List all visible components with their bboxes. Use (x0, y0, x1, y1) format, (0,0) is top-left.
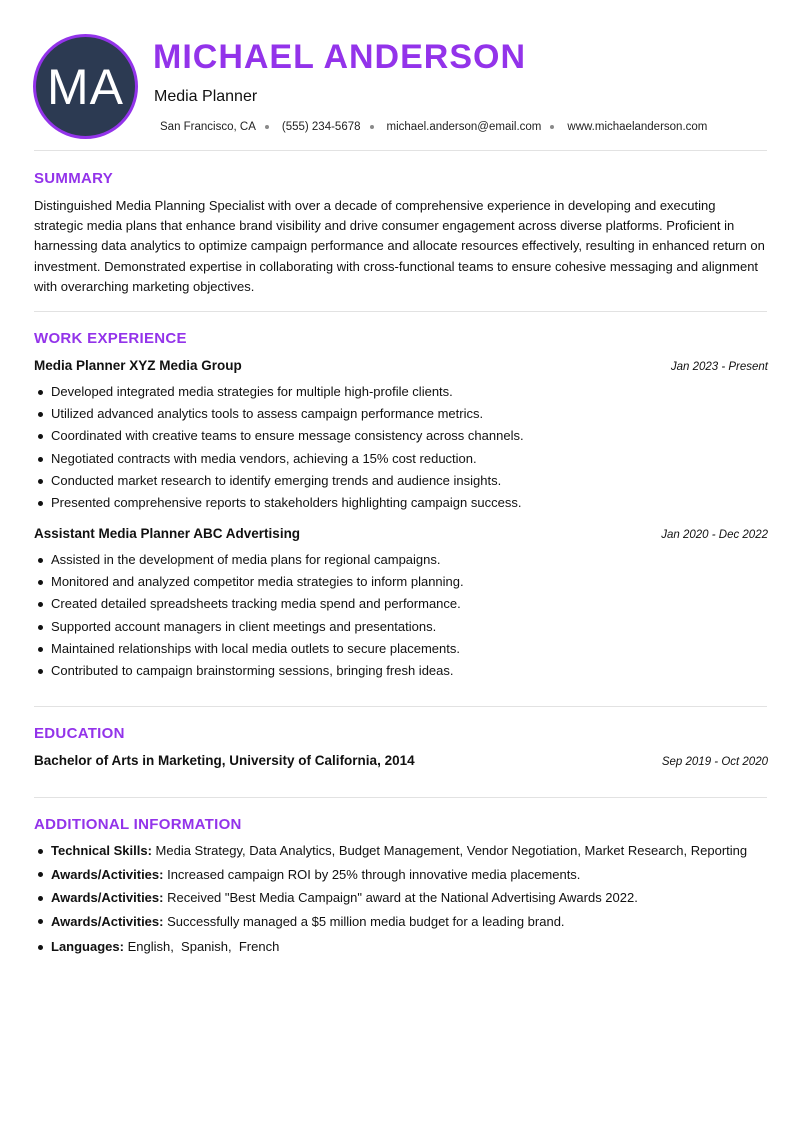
bullet-icon (38, 412, 43, 417)
bullet-icon (38, 434, 43, 439)
bullet-text: Developed integrated media strategies for multiple high-profile clients. (51, 384, 453, 399)
list-item (34, 910, 768, 934)
info-text: Increased campaign ROI by 25% through innovative media placements. (163, 866, 581, 882)
job-dates: Jan 2023 - Present (670, 361, 768, 373)
info-label: Awards/Activities: (51, 866, 164, 882)
job-role: Media Planner XYZ Media Group (34, 358, 242, 373)
bullet-icon (38, 849, 43, 854)
bullet-icon (38, 390, 43, 395)
job-header (34, 526, 768, 541)
separator-dot-icon (550, 125, 554, 129)
section-divider (34, 311, 767, 312)
info-label: Awards/Activities: (51, 890, 164, 905)
list-item (34, 593, 768, 615)
info-text: Media Strategy, Data Analytics, Budget Management, Vendor Negotiation, Market Research, Reporting (151, 843, 748, 858)
contact-location: San Francisco, CA (160, 121, 256, 133)
bullet-text: Created detailed spreadsheets tracking media spend and performance. (51, 596, 461, 612)
list-item (34, 863, 768, 887)
bullet-icon (38, 872, 43, 877)
info-label: Languages: (51, 939, 124, 954)
summary-text: Distinguished Media Planning Specialist with over a decade of comprehensive experience in developing and executing strategic media plans that enhance brand visibility and drive consumer engagement across diverse platforms. Proficient in harnessing data analytics to optimize campaign performance and allocate resources effectively, resulting in enhanced return on investment. Demonstrated expertise in collaborating with cross-functional teams to ensure cohesive messaging and alignment with overarching marketing objectives. (34, 198, 765, 294)
contact-phone: (555) 234-5678 (281, 121, 361, 133)
job-header (34, 358, 768, 373)
bullet-icon (38, 457, 43, 462)
bullet-icon (38, 580, 43, 585)
list-item (34, 839, 768, 863)
bullet-icon (38, 625, 43, 630)
section-divider (34, 706, 767, 707)
list-item (34, 886, 768, 910)
info-label: Technical Skills: (51, 843, 152, 858)
bullet-text: Coordinated with creative teams to ensure message consistency across channels. (51, 428, 524, 444)
bullet-text: Negotiated contracts with media vendors, achieving a 15% cost reduction. (51, 450, 477, 466)
bullet-text: Maintained relationships with local media outlets to secure placements. (51, 640, 460, 656)
info-label: Awards/Activities: (51, 913, 164, 929)
bullet-text: Contributed to campaign brainstorming sessions, bringing fresh ideas. (51, 662, 454, 678)
job-bullets (34, 549, 768, 682)
education-degree: Bachelor of Arts in Marketing, University of California, 2014 (34, 753, 415, 768)
bullet-icon (38, 647, 43, 652)
bullet-text: Conducted market research to identify emerging trends and audience insights. (51, 472, 502, 488)
list-item (34, 492, 768, 514)
education-dates: Sep 2019 - Oct 2020 (661, 756, 768, 768)
job-title: Media Planner (154, 88, 258, 105)
work-experience-heading: WORK EXPERIENCE (34, 330, 187, 347)
bullet-text: Monitored and analyzed competitor media strategies to inform planning. (51, 574, 464, 590)
bullet-icon (38, 501, 43, 506)
separator-dot-icon (370, 125, 374, 129)
bullet-icon (38, 602, 43, 607)
bullet-icon (38, 479, 43, 484)
list-item (34, 425, 768, 447)
list-item (34, 549, 768, 571)
list-item (34, 448, 768, 470)
bullet-text: Supported account managers in client meetings and presentations. (51, 618, 437, 634)
additional-info-list (34, 839, 768, 959)
avatar-initials: MA (47, 58, 124, 115)
avatar (33, 34, 138, 139)
bullet-icon (38, 669, 43, 674)
contact-website[interactable]: www.michaelanderson.com (567, 121, 708, 133)
summary-heading: SUMMARY (34, 170, 114, 187)
info-text: Received "Best Media Campaign" award at the National Advertising Awards 2022. (163, 890, 638, 905)
list-item (34, 616, 768, 638)
bullet-icon (38, 896, 43, 901)
info-text: Successfully managed a $5 million media budget for a leading brand. (163, 913, 565, 929)
additional-info-heading: ADDITIONAL INFORMATION (34, 816, 242, 833)
info-text: English, Spanish, French (123, 939, 280, 954)
list-item (34, 638, 768, 660)
bullet-text: Utilized advanced analytics tools to assess campaign performance metrics. (51, 406, 484, 422)
separator-dot-icon (265, 125, 269, 129)
section-divider (34, 797, 767, 798)
candidate-name: MICHAEL ANDERSON (153, 38, 527, 76)
section-divider (34, 150, 767, 151)
list-item (34, 571, 768, 593)
bullet-text: Presented comprehensive reports to stakeholders highlighting campaign success. (51, 494, 522, 510)
list-item (34, 403, 768, 425)
bullet-icon (38, 919, 43, 924)
job-role: Assistant Media Planner ABC Advertising (34, 526, 301, 541)
education-heading: EDUCATION (34, 725, 125, 742)
list-item (34, 381, 768, 403)
bullet-text: Assisted in the development of media plans for regional campaigns. (51, 552, 441, 567)
bullet-icon (38, 558, 43, 563)
contact-bar (160, 121, 707, 133)
education-entry (34, 753, 768, 768)
job-dates: Jan 2020 - Dec 2022 (661, 529, 768, 541)
bullet-icon (38, 945, 43, 950)
list-item (34, 470, 768, 492)
list-item (34, 935, 768, 959)
contact-email[interactable]: michael.anderson@email.com (386, 121, 542, 133)
job-bullets (34, 381, 768, 514)
list-item (34, 660, 768, 682)
